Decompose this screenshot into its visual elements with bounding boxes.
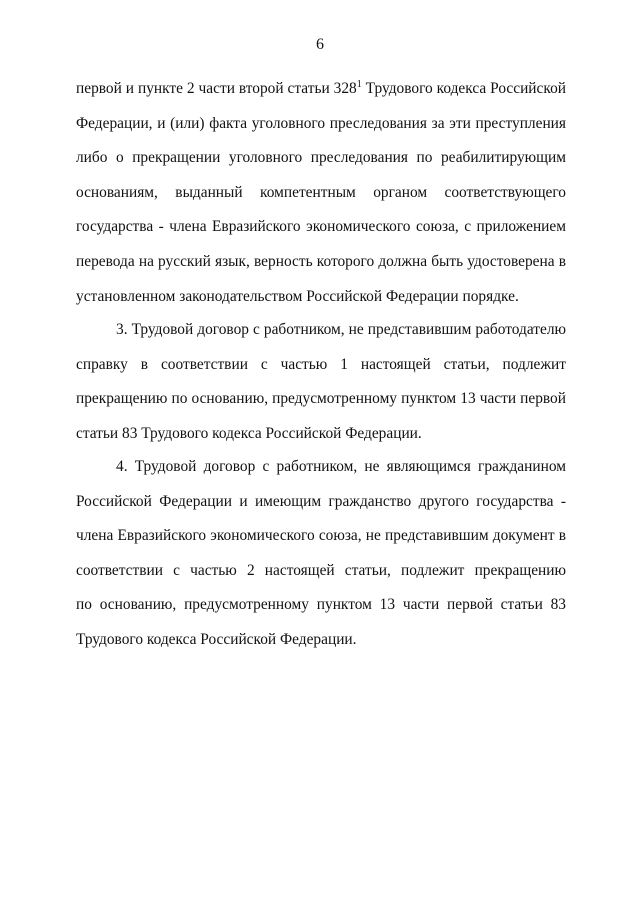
text-line: соответствии с частью 2 настоящей статьи, подлежит прекращению — [76, 561, 566, 579]
text-line: основаниям, выданный компетентным органом соответствующего — [76, 183, 566, 201]
text-line: прекращению по основанию, предусмотренному пунктом 13 части первой — [76, 390, 566, 408]
text-segment: Трудового кодекса Российской — [361, 80, 567, 97]
text-line: члена Евразийского экономического союза, не представившим документ в — [76, 527, 566, 545]
text-line: Трудового кодекса Российской Федерации. — [76, 630, 357, 648]
superscript: 1 — [356, 79, 362, 90]
page-number: 6 — [316, 36, 324, 53]
text-line: статьи 83 Трудового кодекса Российской Федерации. — [76, 424, 422, 442]
text-segment: первой и пункте 2 части второй статьи 328 — [76, 80, 357, 97]
text-line: перевода на русский язык, верность которого должна быть удостоверена в — [76, 252, 566, 270]
text-line: 3. Трудовой договор с работником, не представившим работодателю — [116, 321, 566, 338]
text-line: либо о прекращении уголовного преследования по реабилитирующим — [76, 149, 566, 167]
paragraph-continuation — [76, 72, 566, 314]
text-line: установленном законодательством Российской Федерации порядке. — [76, 287, 519, 305]
text-line: по основанию, предусмотренному пунктом 13 части первой статьи 83 — [76, 596, 566, 614]
text-line: 4. Трудовой договор с работником, не являющимся гражданином — [116, 458, 566, 475]
text-line: справку в соответствии с частью 1 настоящей статьи, подлежит — [76, 355, 566, 373]
text-line — [76, 72, 566, 107]
paragraph-4 — [76, 450, 566, 658]
text-line: государства - члена Евразийского экономического союза, с приложением — [76, 218, 566, 236]
text-line: Российской Федерации и имеющим гражданство другого государства - — [76, 492, 566, 510]
paragraph-3 — [76, 313, 566, 451]
text-line: Федерации, и (или) факта уголовного преследования за эти преступления — [76, 114, 566, 132]
